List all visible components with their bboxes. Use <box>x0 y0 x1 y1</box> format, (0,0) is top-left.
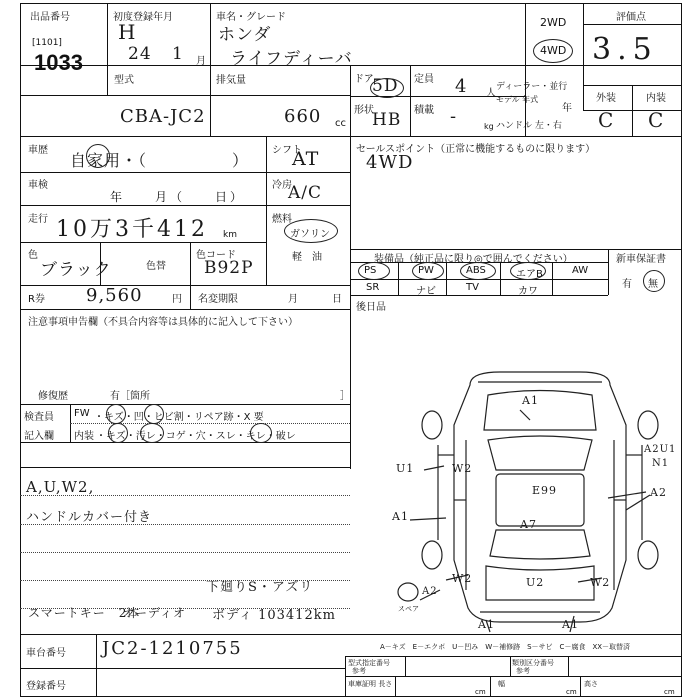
spare-label: スペア <box>398 605 419 613</box>
chassis-label: 車台番号 <box>26 648 66 659</box>
fuel-diesel: 軽 油 <box>292 252 322 263</box>
remark-line6: ボディ 103412km <box>212 608 336 623</box>
capacity-unit: 人 <box>486 88 496 99</box>
remark-line1: A,U,W2, <box>26 478 95 496</box>
first-reg-label: 初度登録年月 <box>113 12 173 23</box>
first-reg-month: 1 <box>172 44 184 64</box>
color-label: 色 <box>28 250 38 261</box>
inspection-label: 車検 <box>28 180 48 191</box>
equipment-label: 装備品（純正品に限り◎で囲んでください） <box>374 254 573 265</box>
history-text: 自家用・（ ） <box>70 151 250 170</box>
mileage-value: 10万3千412 <box>56 217 208 242</box>
capacity-value: 4 <box>455 76 468 97</box>
mark-left-quarter: W2 <box>452 572 473 585</box>
garage-width-label: 幅 <box>498 680 505 688</box>
grade-int: C <box>648 108 665 132</box>
equip-leather: カワ <box>518 286 538 297</box>
shape-label: 形状 <box>354 105 374 116</box>
color-code: B92P <box>204 258 254 278</box>
later-label: 後日品 <box>356 302 386 313</box>
grade-int-label: 内装 <box>646 93 666 104</box>
recycle-unit: 円 <box>172 294 182 305</box>
model-grade: ライフディーバ <box>230 49 353 69</box>
equip-navi: ナビ <box>416 286 436 297</box>
lot-number: 1033 <box>34 50 83 75</box>
garage-length-label: 車庫証明 長さ <box>348 680 393 688</box>
class-number-label: 類別区分番号 <box>512 659 554 667</box>
repair-label: 修復歴 <box>38 391 68 402</box>
ac-label: 冷房 <box>272 180 292 191</box>
lot-code: [1101] <box>32 38 62 48</box>
first-reg-month-unit: 月 <box>196 56 206 67</box>
first-reg-era: H <box>118 20 137 44</box>
width-cm: cm <box>566 688 577 696</box>
repair-text: 有［箇所 <box>110 391 150 402</box>
class-number-ref: 参考 <box>516 667 530 675</box>
model-maker: ホンダ <box>218 25 272 45</box>
capacity-label: 定員 <box>414 74 434 85</box>
mark-left-sill: A1 <box>392 510 409 523</box>
recycle-value: 9,560 <box>86 285 143 306</box>
dealer-model-year: モデル 年式 <box>496 95 539 104</box>
ac-value: A/C <box>288 183 323 203</box>
inspector-row1-head: FW <box>74 408 90 419</box>
first-reg-year: 24 <box>128 44 152 64</box>
chassis-value: JC2-1210755 <box>102 638 243 659</box>
garage-height-label: 高さ <box>584 680 598 688</box>
mark-rear-bumper-left: A1 <box>478 618 495 631</box>
displacement-unit: cc <box>335 118 346 129</box>
mark-right-fender: A2U1 <box>644 444 677 455</box>
remark-line4: オーディオ <box>122 606 187 620</box>
grade-score: 3.5 <box>592 32 658 67</box>
warranty-yes: 有 <box>622 279 632 290</box>
remark-line3: スマートキー 2本 <box>28 606 141 620</box>
equip-tv: TV <box>466 282 479 293</box>
grade-label: 評価点 <box>616 12 646 23</box>
mark-trunk: U2 <box>526 576 545 589</box>
doors-value: 5D <box>372 76 399 96</box>
load-unit: kg <box>484 122 494 131</box>
lot-label: 出品番号 <box>30 12 70 23</box>
inspector-label2: 記入欄 <box>24 431 54 442</box>
inspector-label1: 検査員 <box>24 412 54 423</box>
inspector-row1: ・キズ・凹・ヒビ割・リペア跡・X 要 <box>94 412 264 423</box>
fuel-gas: ガソリン <box>290 229 330 240</box>
mark-right-quarter: W2 <box>590 576 611 589</box>
type-label: 型式 <box>114 75 134 86</box>
mark-rear-left: A2 <box>422 586 438 597</box>
color-value: ブラック <box>40 260 112 280</box>
warranty-no: 無 <box>648 279 658 290</box>
sales-point-value: 4WD <box>366 152 414 173</box>
doors-label: ドア <box>354 74 374 85</box>
fuel-label: 燃料 <box>272 214 292 225</box>
remark-line2: ハンドルカバー付き <box>26 510 153 525</box>
mark-rear-bumper-right: A1 <box>562 618 579 631</box>
type-number-ref: 参考 <box>352 667 366 675</box>
reg-change-day: 日 <box>332 294 342 305</box>
equip-ps: PS <box>364 265 377 276</box>
load-value: - <box>450 106 458 127</box>
shift-value: AT <box>292 148 320 170</box>
sales-point-label: セールスポイント（正常に機能するものに限ります） <box>356 144 596 155</box>
shape-value: HB <box>372 110 402 130</box>
mileage-unit: km <box>223 230 237 240</box>
model-label: 車名・グレード <box>216 12 286 23</box>
mileage-label: 走行 <box>28 214 48 225</box>
warranty-label: 新車保証書 <box>616 254 666 265</box>
inspector-row2: ・キズ・汚レ・コゲ・穴・スレ・キレ・破レ <box>96 431 296 442</box>
mark-left-fender: U1 <box>396 462 415 475</box>
mark-right-door: A2 <box>650 486 667 499</box>
equip-pw: PW <box>418 265 434 276</box>
handle-label: ハンドル 左・右 <box>496 121 562 131</box>
mark-left-front-door: W2 <box>452 462 473 475</box>
type-number-label: 型式指定番号 <box>348 659 390 667</box>
displacement-value: 660 <box>284 106 322 127</box>
dealer-year-unit: 年 <box>562 103 572 114</box>
equip-aw: AW <box>572 265 589 276</box>
inspection-text: 年 月（ 日） <box>110 190 246 204</box>
history-label: 車歴 <box>28 145 48 156</box>
type-value: CBA-JC2 <box>120 106 206 127</box>
drive-2wd: 2WD <box>540 16 567 29</box>
remark-line5: 下廻りS・アズリ <box>206 580 314 595</box>
legend: A－キズ E－エクボ U－凹み W－補修跡 S－サビ C－腐食 XX－取替済 <box>380 643 631 651</box>
displacement-label: 排気量 <box>216 75 246 86</box>
registration-label: 登録番号 <box>26 681 66 692</box>
inspector-row2-head: 内装 <box>74 431 94 442</box>
equip-abs: ABS <box>466 265 486 276</box>
length-cm: cm <box>475 688 486 696</box>
grade-ext-label: 外装 <box>596 93 616 104</box>
shift-label: シフト <box>272 145 302 156</box>
mark-roof: E99 <box>532 484 558 497</box>
color-code-label: 色コード <box>196 250 236 261</box>
dealer-label: ディーラー・並行 <box>496 82 568 92</box>
drive-4wd: 4WD <box>540 44 567 57</box>
grade-ext: C <box>598 108 615 132</box>
recycle-label: R券 <box>28 294 45 305</box>
equip-sr: SR <box>366 282 380 293</box>
reg-change-month: 月 <box>288 294 298 305</box>
mark-rear-window: A7 <box>520 518 537 531</box>
mark-right-fender2: N1 <box>652 458 670 469</box>
repair-close: ］ <box>340 391 350 402</box>
reg-change-label: 名変期限 <box>198 294 238 305</box>
equip-airbag: エアB <box>516 269 543 280</box>
color-change-label: 色替 <box>146 261 166 272</box>
mark-hood: A1 <box>522 394 539 407</box>
load-label: 積載 <box>414 105 434 116</box>
notice-label: 注意事項申告欄（不具合内容等は具体的に記入して下さい） <box>28 317 298 328</box>
height-cm: cm <box>664 688 675 696</box>
